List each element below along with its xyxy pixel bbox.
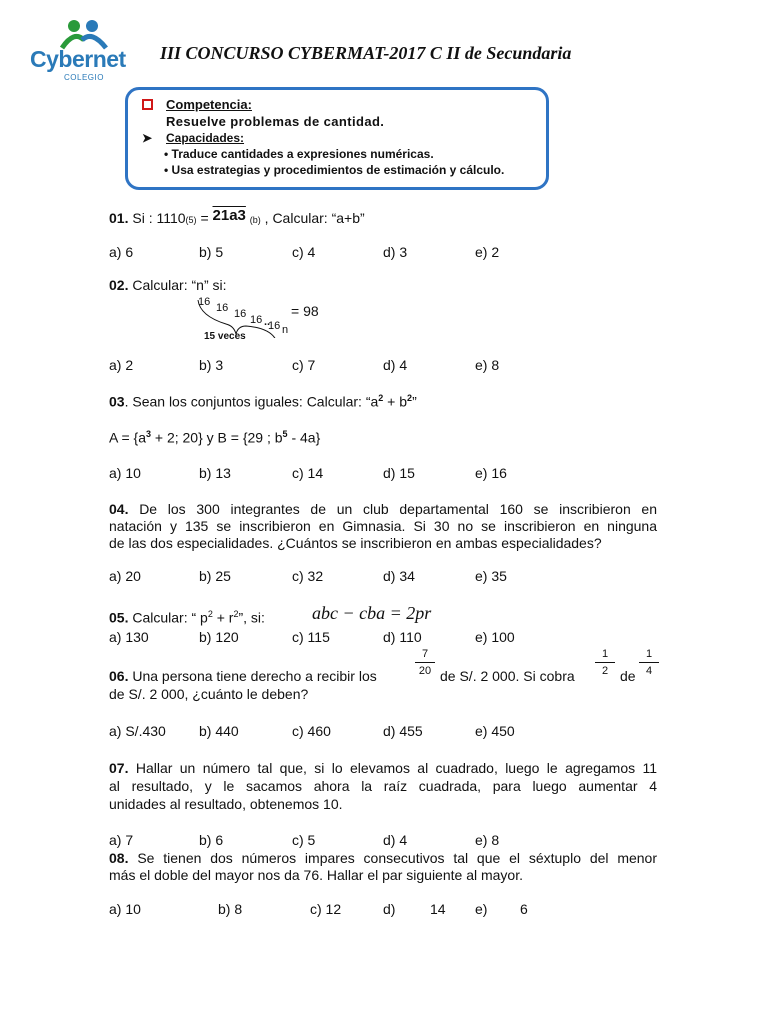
- tower-term: 16: [268, 320, 281, 332]
- option-d[interactable]: d) 110: [383, 629, 422, 645]
- option-a[interactable]: a) 7: [109, 832, 134, 848]
- logo-wordmark: Cybernet: [30, 46, 126, 72]
- question-line: unidades al resultado, obtenemos 10.: [109, 796, 343, 812]
- question-02: 02. Calcular: “n” si:: [109, 277, 227, 293]
- question-line: de las dos especialidades. ¿Cuántos se inscribieron en ambas especialidades?: [109, 535, 602, 551]
- question-01: 01. Si : 1110(5) = 21a3 (b) , Calcular: “a+b”: [109, 207, 365, 226]
- fraction-1-2: 1 2: [595, 648, 615, 677]
- competency-box: [125, 87, 549, 190]
- option-a[interactable]: a) 130: [109, 629, 149, 645]
- option-d[interactable]: d) 4: [383, 832, 408, 848]
- checkbox-bullet-icon: [142, 99, 153, 110]
- option-a[interactable]: a) S/.430: [109, 723, 166, 739]
- fraction-7-20: 7 20: [415, 648, 435, 677]
- question-05: 05. Calcular: “ $p^2 + r^2$”, si:: [109, 609, 265, 626]
- question-03-sets: $A = \{a^3 + 2$; 20} y B = {29 ; $b^5 - 4a$}: [109, 429, 321, 446]
- question-line: más el doble del mayor nos da 76. Hallar el par siguiente al mayor.: [109, 867, 523, 883]
- option-c[interactable]: c) 4: [292, 244, 316, 260]
- capacidades-label: Capacidades:: [166, 131, 245, 145]
- option-b[interactable]: b) 120: [199, 629, 239, 645]
- question-03: 03. Sean los conjuntos iguales: Calcular: “$a^2 + b^2$”: [109, 393, 417, 410]
- question-line: 07. Hallar un número tal que, si lo elevamos al cuadrado, luego le agregamos 11: [109, 760, 658, 776]
- tower-term: 16: [234, 308, 247, 320]
- option-e[interactable]: e) 2: [475, 244, 500, 260]
- option-c[interactable]: c) 14: [292, 465, 324, 481]
- tower-exponent-n: n: [282, 324, 289, 336]
- tower-term: 16: [198, 296, 211, 308]
- option-e[interactable]: e) 450: [475, 723, 515, 739]
- option-c[interactable]: c) 460: [292, 723, 331, 739]
- option-a[interactable]: a) 20: [109, 568, 141, 584]
- option-a[interactable]: a) 6: [109, 244, 134, 260]
- option-b[interactable]: b) 440: [199, 723, 239, 739]
- question-line: 08. Se tienen dos números impares consecutivos tal que el séxtuplo del menor: [109, 850, 658, 866]
- option-b[interactable]: b) 5: [199, 244, 224, 260]
- question-06-de: de: [620, 668, 636, 684]
- page-title: III CONCURSO CYBERMAT-2017 C II de Secundaria: [160, 43, 572, 63]
- question-line: 04. De los 300 integrantes de un club departamental 160 se inscribieron en: [109, 501, 658, 517]
- option-c[interactable]: c) 32: [292, 568, 324, 584]
- option-a[interactable]: a) 10: [109, 465, 141, 481]
- option-d[interactable]: d) 15: [383, 465, 415, 481]
- option-b[interactable]: b) 8: [218, 901, 243, 917]
- question-06-line2: de S/. 2 000, ¿cuánto le deben?: [109, 686, 309, 702]
- option-d[interactable]: d): [383, 901, 396, 917]
- question-line: al resultado, y le sacamos ahora la raíz cuadrada, para luego aumentar 4: [109, 778, 657, 794]
- logo-subtitle: COLEGIO: [64, 73, 104, 82]
- competencia-label: Competencia:: [166, 97, 252, 112]
- competencia-text: Resuelve problemas de cantidad.: [166, 114, 385, 129]
- option-a[interactable]: a) 2: [109, 357, 134, 373]
- fraction-1-4: 1 4: [639, 648, 659, 677]
- tower-dots: ..: [264, 316, 271, 328]
- option-a[interactable]: a) 10: [109, 901, 141, 917]
- school-logo: [26, 18, 136, 82]
- option-b[interactable]: b) 3: [199, 357, 224, 373]
- option-e[interactable]: e) 8: [475, 357, 500, 373]
- capacidad-item: • Usa estrategias y procedimientos de estimación y cálculo.: [164, 163, 505, 177]
- option-e[interactable]: e) 35: [475, 568, 507, 584]
- option-e-value: 6: [520, 901, 528, 917]
- option-b[interactable]: b) 6: [199, 832, 224, 848]
- arrow-bullet-icon: ➤: [142, 131, 153, 145]
- option-e[interactable]: e) 8: [475, 832, 500, 848]
- tower-result: = 98: [291, 303, 319, 319]
- option-c[interactable]: c) 7: [292, 357, 316, 373]
- tower-term: 16: [216, 302, 229, 314]
- option-c[interactable]: c) 12: [310, 901, 342, 917]
- option-d[interactable]: d) 4: [383, 357, 408, 373]
- option-c[interactable]: c) 115: [292, 629, 330, 645]
- formula: abc − cba = 2pr: [312, 603, 432, 623]
- question-line: natación y 135 se inscribieron en Gimnasia. Si 30 no se inscribieron en ninguna: [109, 518, 657, 534]
- option-d[interactable]: d) 455: [383, 723, 423, 739]
- option-d[interactable]: d) 34: [383, 568, 415, 584]
- capacidad-item: • Traduce cantidades a expresiones numéricas.: [164, 147, 434, 161]
- option-d[interactable]: d) 3: [383, 244, 408, 260]
- option-b[interactable]: b) 25: [199, 568, 231, 584]
- brace-label: 15 veces: [204, 331, 246, 342]
- option-e[interactable]: e): [475, 901, 488, 917]
- tower-term: 16: [250, 314, 263, 326]
- option-c[interactable]: c) 5: [292, 832, 316, 848]
- question-06-middle: de S/. 2 000. Si cobra: [440, 668, 575, 684]
- option-b[interactable]: b) 13: [199, 465, 231, 481]
- option-d-value: 14: [430, 901, 446, 917]
- question-06: 06. Una persona tiene derecho a recibir los: [109, 668, 377, 684]
- option-e[interactable]: e) 16: [475, 465, 507, 481]
- option-e[interactable]: e) 100: [475, 629, 515, 645]
